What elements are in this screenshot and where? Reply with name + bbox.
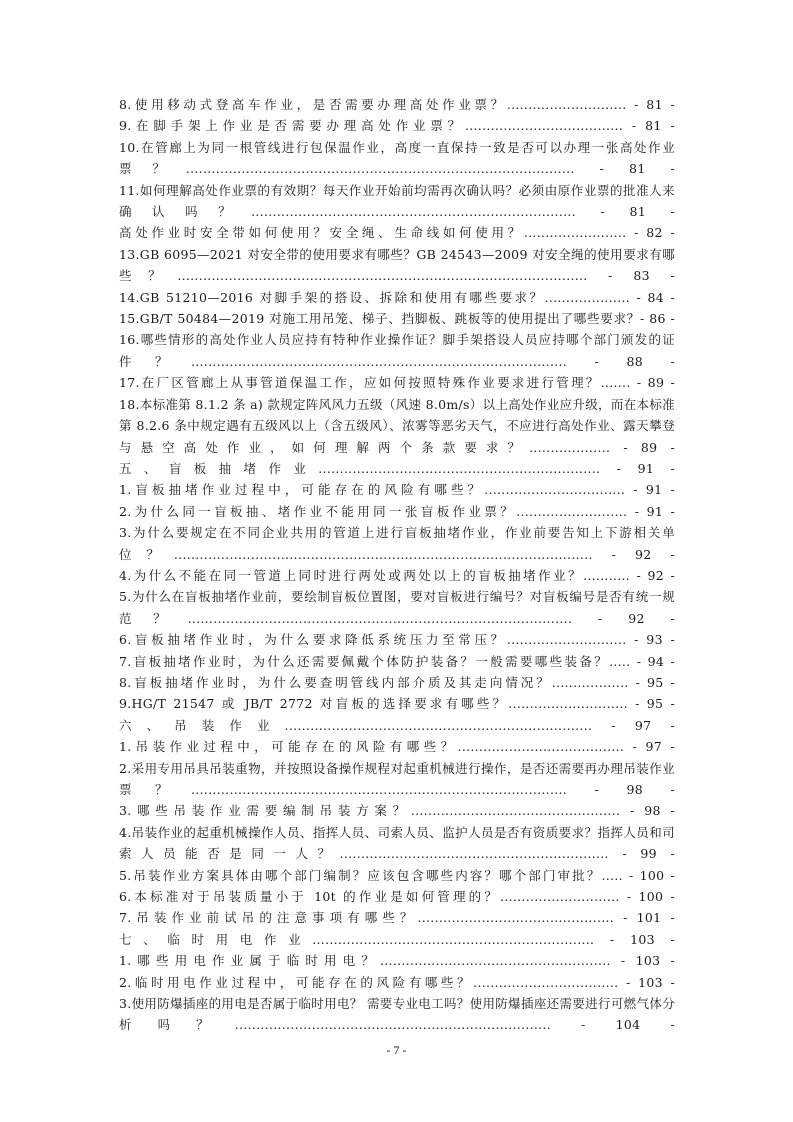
toc-entry: 3.为什么要规定在不同企业共用的管道上进行盲板抽堵作业，作业前要告知上下游相关单位？.................................................................................................. - 92 - xyxy=(119,525,675,562)
toc-entry: 高处作业时安全带如何使用？安全绳、生命线如何使用？........................ - 82 - xyxy=(119,225,675,241)
toc-entry: 1.盲板抽堵作业过程中，可能存在的风险有哪些？................................. - 91 - xyxy=(119,482,675,498)
toc-entry: 1.哪些用电作业属于临时用电？...................................................... - 103 - xyxy=(119,953,675,969)
table-of-contents xyxy=(119,94,675,1036)
toc-entry: 2.临时用电作业过程中，可能存在的风险有哪些？.................................. - 103 - xyxy=(119,974,675,990)
toc-entry: 13.GB 6095—2021 对安全带的使用要求有哪些？GB 24543—2009 对安全绳的使用要求有哪些？................................................................................................ - 83 - xyxy=(119,246,675,284)
toc-entry: 17.在厂区管廊上从事管道保温工作，应如何按照特殊作业要求进行管理？....... - 89 - xyxy=(119,375,675,391)
toc-section-heading: 五、盲板抽堵作业.................................................................. - 91 - xyxy=(119,460,675,476)
toc-entry: 5.为什么在盲板抽堵作业前，要绘制盲板位置图，要对盲板进行编号？对盲板编号是否有统一规范？.......................................................................................... - 92 - xyxy=(119,589,675,626)
toc-section-heading: 六、吊装作业........................................................................ - 97 - xyxy=(119,717,675,733)
toc-entry: 1.吊装作业过程中，可能存在的风险有哪些？....................................... - 97 - xyxy=(119,739,675,755)
toc-entry: 10.在管廊上为同一根管线进行包保温作业，高度一直保持一致是否可以办理一张高处作业票？........................................................................................... - 81 - xyxy=(119,139,675,177)
toc-entry: 3.使用防爆插座的用电是否属于临时用电？ 需要专业电工吗？使用防爆插座还需要进行可燃气体分析吗？.......................................................................... - 104 - xyxy=(119,996,675,1033)
toc-entry: 2.为什么同一盲板抽、堵作业不能用同一张盲板作业票？.......................... - 91 - xyxy=(119,503,675,519)
toc-entry: 18.本标准第 8.1.2 条 a) 款规定阵风风力五级（风速 8.0m/s）以上高处作业应升级，而在本标准第 8.2.6 条中规定遇有五级风以上（含五级风）、浓雾等恶劣天气，不应进行高处作业、露天攀登与悬空高处作业，如何理解两个条款要求？................... - 89 - xyxy=(119,396,675,455)
toc-entry: 8.使用移动式登高车作业，是否需要办理高处作业票？............................ - 81 - xyxy=(119,97,675,112)
toc-entry: 6.盲板抽堵作业时，为什么要求降低系统压力至常压？............................ - 93 - xyxy=(119,632,675,648)
toc-entry: 4.为什么不能在同一管道上同时进行两处或两处以上的盲板抽堵作业？........... - 92 - xyxy=(119,567,675,583)
toc-entry: 4.吊装作业的起重机械操作人员、指挥人员、司索人员、监护人员是否有资质要求？指挥人员和司索人员能否是同一人？............................................................... - 99 - xyxy=(119,824,675,862)
toc-entry: 14.GB 51210—2016 对脚手架的搭设、拆除和使用有哪些要求？.................... - 84 - xyxy=(119,289,675,305)
toc-section-heading: 七、临时用电作业.................................................................. - 103 - xyxy=(119,931,675,947)
toc-entry: 15.GB/T 50484—2019 对施工用吊笼、梯子、挡脚板、跳板等的使用提出了哪些要求？- 86 - xyxy=(119,311,675,327)
toc-entry: 7.盲板抽堵作业时，为什么还需要佩戴个体防护装备？一般需要哪些装备？..... - 94 - xyxy=(119,653,675,669)
toc-entry: 9.HG/T 21547 或 JB/T 2772 对盲板的选择要求有哪些？............................ - 95 - xyxy=(119,696,675,712)
toc-entry: 8.盲板抽堵作业时，为什么要查明管线内部介质及其走向情况？.................. - 95 - xyxy=(119,674,675,690)
toc-entry: 7.吊装作业前试吊的注意事项有哪些？.............................................. - 101 - xyxy=(119,910,675,926)
toc-entry: 6.本标准对于吊装质量小于 10t 的作业是如何管理的？............................ - 100 - xyxy=(119,889,675,905)
toc-entry: 2.采用专用吊具吊装重物，并按照设备操作规程对起重机械进行操作，是否还需要再办理吊装作业票？........................................................................................ - 98 - xyxy=(119,760,675,797)
toc-entry: 11.如何理解高处作业票的有效期？每天作业开始前均需再次确认吗？必须由原作业票的批准人来确认吗？............................................................................ - 81 - xyxy=(119,182,675,220)
page-number: - 7 - xyxy=(386,1043,407,1057)
toc-entry: 5.吊装作业方案具体由哪个部门编制？应该包含哪些内容？哪个部门审批？..... - 100 - xyxy=(119,867,675,883)
toc-entry: 3.哪些吊装作业需要编制吊装方案？................................................. - 98 - xyxy=(119,803,675,819)
toc-entry: 9.在脚手架上作业是否需要办理高处作业票？..................................... - 81 - xyxy=(119,118,675,134)
toc-entry: 16.哪些情形的高处作业人员应持有特种作业操作证？脚手架搭设人员应持哪个部门颁发的证件？........................................................................................ - 88 - xyxy=(119,332,675,369)
